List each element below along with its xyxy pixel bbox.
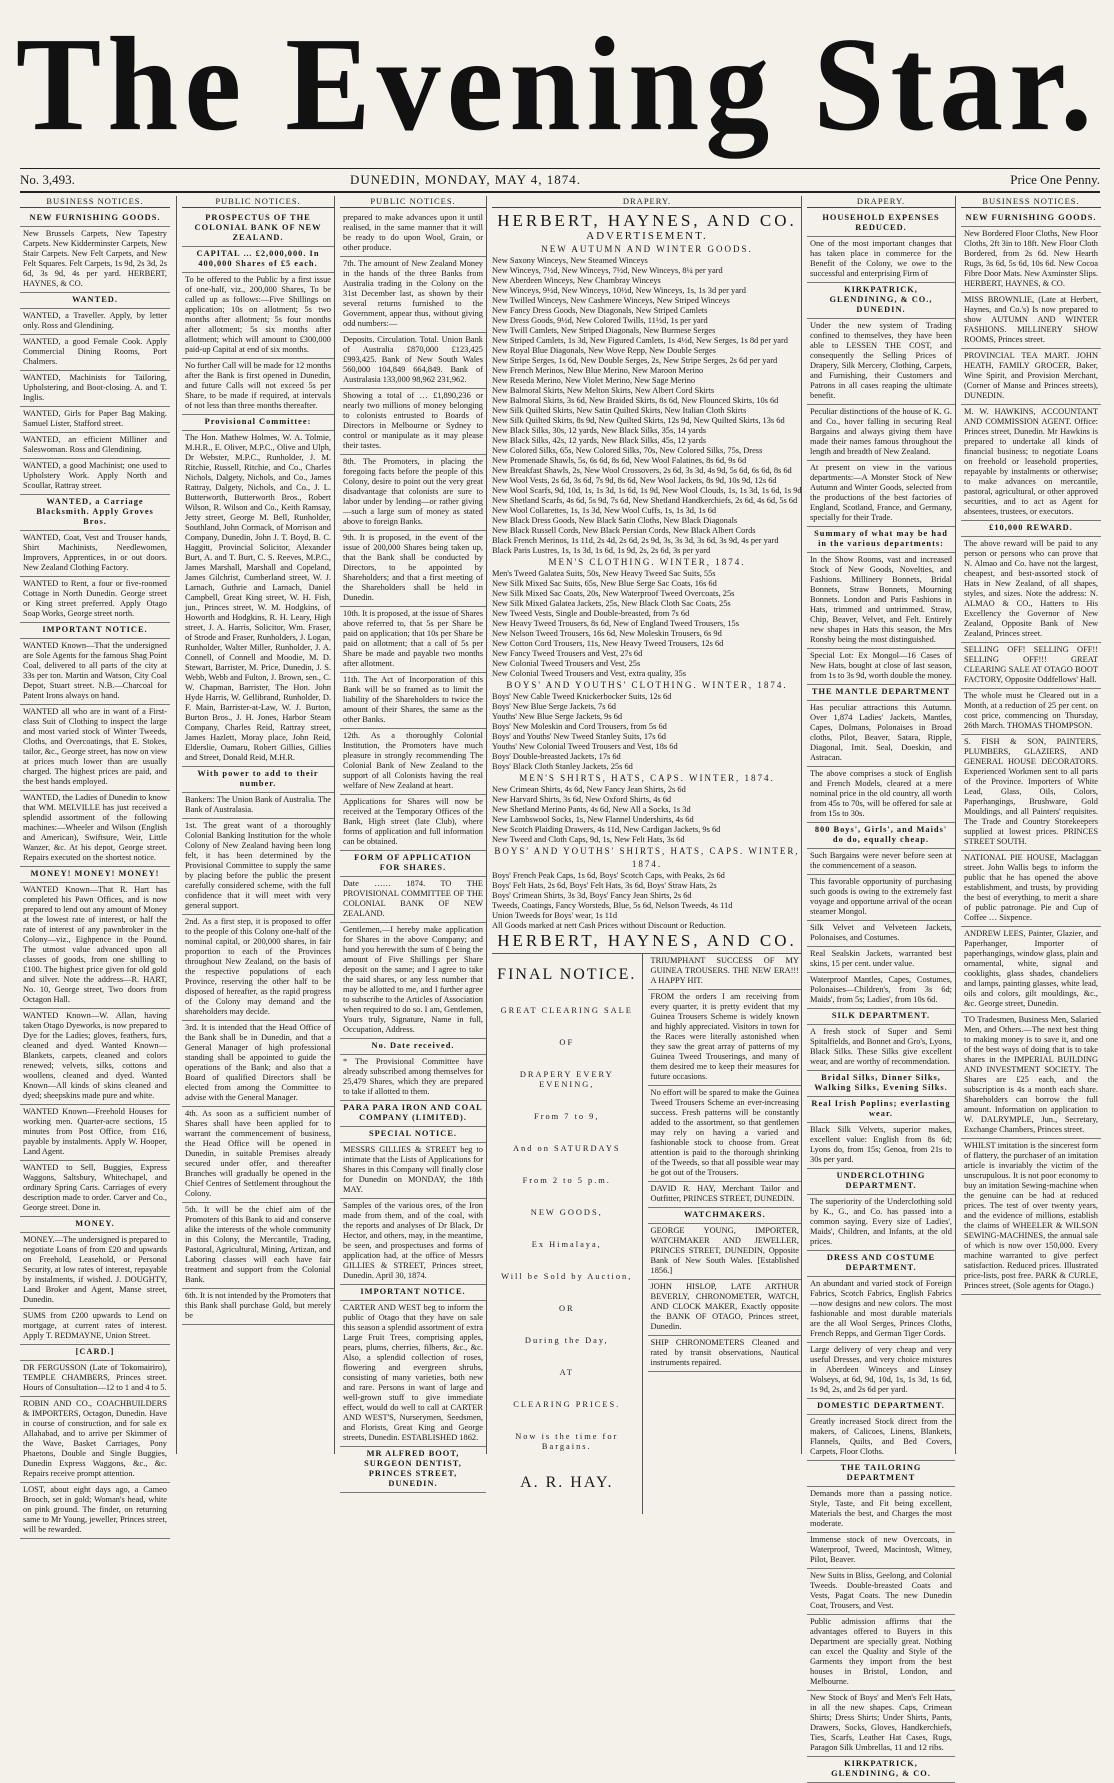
advertisement: New Brussels Carpets, New Tapestry Carpets. New Kidderminster Carpets, New Stair Carpets. New Felt Carpets, and New Felt Squares. Felt Carpets, 1s 9d, 2s 3d, 2s 6d, 3s 9d, 4s per yard. HERBERT, HAYNES, & CO. <box>20 227 170 293</box>
advertisement: TRIUMPHANT SUCCESS OF MY GUINEA TROUSERS. THE NEW ERA!!! A HAPPY HIT. <box>648 954 802 990</box>
price-line: New Heavy Tweed Trousers, 8s 6d, New of England Tweed Trousers, 15s <box>492 619 739 628</box>
advertisement: WANTED, Coat, Vest and Trouser hands, Shirt Machinists, Needlewomen, Improvers, Apprentices, in or out doors. New Zealand Clothing Factory. <box>20 531 170 577</box>
advertisement: GEORGE YOUNG, IMPORTER, WATCHMAKER AND JEWELLER, PRINCES STREET, DUNEDIN, Opposite Bank of New South Wales. [Established 1856.] <box>648 1224 802 1280</box>
price-line: Boys' New Blue Serge Jackets, 7s 6d <box>492 702 616 711</box>
column-header: BUSINESS NOTICES. <box>961 196 1101 208</box>
price-line: Black Paris Lustres, 1s, 1s 3d, 1s 6d, 1s 9d, 2s, 2s 6d, 3s per yard <box>492 546 711 555</box>
advertisement: Real Irish Poplins; everlasting wear. <box>807 1097 955 1123</box>
advertisement: The Hon. Mathew Holmes, W. A. Tolmie, M.H.R., E. Oliver, M.P.C., Olive and Ulph, Dr Webster, M.P.C., Runholder, J. M. Ritchie, Russell, Ritchie, and Co., Charles Nichols, Dalgety, Nichols, and Co., James Rattray, Dalgety, Nichols, and Co., J. L. Butterworth, Butterworth Bros., Robert Wilson, R. Wilson and Co., Keith Ramsay, Jetty street, George M. Bell, Runholder, Southland, John Cormack, of Morrison and Company, Dunedin, John J. T. Boyd, B. C. Haggitt, Provincial Solicitor, Alexander Burt, A. and T. Burt, C. S. Reeves, M.P.C., James Marshall, Marshall and Copeland, James Gilchrist, Cumberland street, W. J. Larnach, Guthrie and Larnach, Daniel Campbell, Great King street, W. H. Fish, jun., Princes street, W. M. Hodgkins, of Howorth and Hodgkins, R. H. Leary, High street, J. A. Harris, Solicitor, Wm. Fraser, of Strode and Fraser, Runholders, J. Logan, Runholder, Walter Miller, Runholder, J. A. Connell, of Connell and Moodie, M. D. Stewart, Barrister, M. Price, Dunedin, J. S. Webb, Webb and Fulton, J. Brown, sen., C. W. Chapman, Barrister, The Hon. John Hyde Harris, W. Gellibrand, Runholder, D. F. Main, Barrister-at-Law, W. J. Burton, Burton Bros., J. H. Jones, Harbor Steam Company, Charles Reid, Rattray street, James Hazlett, Moray place, John Reid, Elderslie, Oamaru, Robert Gillies, Gillies and Street, Donald Reid, M.H.R. <box>182 431 334 767</box>
drapery-subtitle-2: NEW AUTUMN AND WINTER GOODS. <box>541 244 753 254</box>
final-notice-line: Will be Sold by Auction, <box>501 1272 633 1281</box>
price-line: New Tweed and Cloth Caps, 9d, 1s, New Felt Hats, 3s 6d <box>492 835 685 844</box>
price-line: Boys' Black Cloth Stanley Jackets, 25s 6d <box>492 762 633 771</box>
column-4 <box>486 196 802 1491</box>
price-line: New Black Dress Goods, New Black Satin Cloths, New Black Diagonals <box>492 516 738 525</box>
advertisement: MISS BROWNLIE, (Late at Herbert, Haynes, and Co.'s) Is now prepared to show AUTUMN AND WINTER FASHIONS. MILLINERY SHOW ROOMS, Princes street. <box>961 293 1101 349</box>
advertisement: 9th. It is proposed, in the event of the issue of 200,000 Shares being taken up, that the Bank shall be conducted by Directors, to be appointed by Shareholders; and that a first meeting of the Shareholders shall be held in Dunedin. <box>340 531 486 607</box>
advertisement: NEW FURNISHING GOODS. <box>20 211 170 227</box>
advertisement: MONEY.—The undersigned is prepared to negotiate Loans of from £20 and upwards on Freehold, Leasehold, or Personal Security, at low rates of interest, repayable by instalments, if wished. J. DOUGHTY, Land Broker and Agent, Manse street, Dunedin. <box>20 1233 170 1309</box>
advertisement: SELLING OFF! SELLING OFF!! SELLING OFF!!! GREAT CLEARING SALE AT OTAGO BOOT FACTORY, Opposite Oddfellows' Hall. <box>961 643 1101 689</box>
price-line: New French Merinos, New Blue Merino, New Maroon Merino <box>492 366 704 375</box>
advertisement: Black Silk Velvets, superior makes, excellent value: English from 8s 6d; Lyons do, from 15s; Genoa, from 21s to 30s per yard. <box>807 1123 955 1169</box>
price-line: New Colored Silks, 65s, New Colored Silks, 70s, New Colored Silks, 75s, Dress <box>492 446 763 455</box>
price-line: Union Tweeds for Boys' wear, 1s 11d <box>492 911 618 920</box>
final-notice-line: And on SATURDAYS <box>512 1144 621 1153</box>
issue-number: No. 3,493. <box>20 172 75 187</box>
advertisement: The whole must be Cleared out in a Month, at a reduction of 25 per cent. on cost price, commencing on Thursday, 26th March. THOMAS THOMPSON. <box>961 689 1101 735</box>
advertisement: THE MANTLE DEPARTMENT <box>807 685 955 701</box>
drapery-signature: HERBERT, HAYNES, AND CO. <box>492 931 802 954</box>
price-line: New Black Russell Cords, New Black Persian Cords, New Black Albert Cords <box>492 526 756 535</box>
advertisement: Provisional Committee: <box>182 415 334 431</box>
advertisement: UNDERCLOTHING DEPARTMENT. <box>807 1169 955 1195</box>
advertisement: MONEY! MONEY! MONEY! <box>20 867 170 883</box>
advertisement: 5th. It will be the chief aim of the Promoters of this Bank to aid and conserve alike the interests of the whole community in this Colony, the Mercantile, Trading, Pastoral, Agricultural, Mining, Artizan, and Laboring classes will each have fair treatment and support from the Colonial Bank. <box>182 1203 334 1289</box>
advertisement: WANTED to Rent, a four or five-roomed Cottage in North Dunedin. George street or King street preferred. Apply Otago Soap Works, George street north. <box>20 577 170 623</box>
price-line: New Scotch Plaiding Drawers, 4s 11d, New Cardigan Jackets, 9s 6d <box>492 825 721 834</box>
advertisement: THE TAILORING DEPARTMENT <box>807 1461 955 1487</box>
advertisement: JOHN HISLOP, LATE ARTHUR BEVERLY, CHRONOMETER, WATCH, AND CLOCK MAKER, Exactly opposite the BANK OF OTAGO, Princes street, Dunedin. <box>648 1280 802 1336</box>
advertisement: 10th. It is proposed, at the issue of Shares above referred to, that 5s per Share be paid on application; that 10s per Share be paid on allotment; that a call of 5s per Share be made and payable two months after allotment. <box>340 607 486 673</box>
advertisement: SUMS from £200 upwards to Lend on mortgage, at current rates of interest. Apply T. REDMAYNE, Union Street. <box>20 1309 170 1345</box>
advertisement: M. W. HAWKINS, ACCOUNTANT AND COMMISSION AGENT. Office: Princes street, Dunedin. Mr Hawkins is prepared to undertake all kinds of financial business; to negotiate Loans on freehold or leasehold properties, repayable by instalments or otherwise; to make advances on mercantile, pastoral, agricultural, or other approved securities, and to act as Agent for absentees, trustees, or executors. <box>961 405 1101 521</box>
advertisement: WANTED, a good Machinist; one used to Upholstery Work. Apply North and Scoullar, Rattray street. <box>20 459 170 495</box>
price-line: New Wool Scarfs, 9d, 10d, 1s, 1s 3d, 1s 6d, 1s 9d, New Wool Clouds, 1s, 1s 3d, 1s 6d, 1s 9d <box>492 486 802 495</box>
price-line: New Black Silks, 42s, 12 yards, New Black Silks, 45s, 12 yards <box>492 436 707 445</box>
masthead <box>0 0 1114 168</box>
final-notice-line: OR <box>558 1304 575 1313</box>
advertisement: FROM the orders I am receiving from every quarter, it is pretty evident that my Guinea Trousers Scheme is widely known and highly appreciated. Visitors in town for the Races were literally astonished when they saw the great array of patterns of my Guinea Tweed Trouserings, and many of them desired me to keep their measures for future occasions. <box>648 990 802 1086</box>
advertisement: PROSPECTUS OF THE COLONIAL BANK OF NEW ZEALAND. <box>182 211 334 247</box>
advertisement: 6th. It is not intended by the Promoters that this Bank shall purchase Gold, but merely be <box>182 1289 334 1325</box>
advertisement: 12th. As a thoroughly Colonial Institution, the Promoters have much pleasure in strongly recommending The Colonial Bank of New Zealand to the support of all Colonists having the real welfare of New Zealand at heart. <box>340 729 486 795</box>
price-line: Boys' and Youths' New Tweed Stanley Suits, 17s 6d <box>492 732 666 741</box>
advertisement: IMPORTANT NOTICE. <box>340 1285 486 1301</box>
advert-list <box>182 211 334 1325</box>
price-line: New Fancy Dress Goods, New Diagonals, New Striped Camlets <box>492 306 708 315</box>
column-3 <box>334 196 486 1488</box>
advertisement: WANTED all who are in want of a First-class Suit of Clothing to inspect the large and most varied stock of Winter Tweeds, Cloths, and Overcoatings, that E. Stokes, tailor, &c., George street, has now on view at prices much lower than are usually charged. The highest prices are paid, and the best hands employed. <box>20 705 170 791</box>
advertisement: Deposits. Circulation. Total. Union Bank of Australia £870,000 £123,425 £993,425. Bank of New South Wales 560,000 104,849 664,849. Bank of Australasia 133,000 98,962 231,962. <box>340 333 486 389</box>
advertisement: WANTED, a Traveller. Apply, by letter only. Ross and Glendining. <box>20 309 170 335</box>
drapery-title: HERBERT, HAYNES, AND CO. <box>497 211 797 230</box>
advertisement: KIRKPATRICK, GLENDINING, & CO. <box>807 1757 955 1783</box>
price-line: Boys' Crimean Shirts, 3s 3d, Boys' Fancy Jean Shirts, 2s 6d <box>492 891 692 900</box>
advertisement: Real Sealskin Jackets, warranted best skins, 15 per cent. under value. <box>807 947 955 973</box>
advertisement: Waterproof Mantles, Capes, Costumes, Polonaises—Children's, from 3s 6d; Maids', from 5s; Ladies', from 10s 6d. <box>807 973 955 1009</box>
dateline <box>20 168 1100 193</box>
advertisement: WATCHMAKERS. <box>648 1208 802 1224</box>
advert-list <box>20 211 170 1539</box>
mens-clothing-list <box>492 569 802 679</box>
advertisement: PARA PARA IRON AND COAL COMPANY (LIMITED). <box>340 1101 486 1127</box>
advertisement: Silk Velvet and Velveteen Jackets, Polonaises, and Costumes. <box>807 921 955 947</box>
column-header: DRAPERY. <box>492 196 802 208</box>
advertisement: Has peculiar attractions this Autumn. Over 1,874 Ladies' Jackets, Mantles, Capes, Dolmans, Polonaises in Broad cloths, Pilot, Beaver, Satara, Ripple, Diagonal, Imit. Seal, Doeskin, and Astracan. <box>807 701 955 767</box>
advertisement: ANDREW LEES, Painter, Glazier, and Paperhanger, Importer of paperhangings, window glass, plain and ornamental, white, signal and cooklights, glass shades, chandeliers and lamps, painting glasses, white lead, oils and colors, gilt mouldings, &c., &c. George street, Dunedin. <box>961 927 1101 1013</box>
price-line: Boys' New Cable Tweed Knickerbocker Suits, 12s 6d <box>492 692 672 701</box>
advertisement: A fresh stock of Super and Semi Spitalfields, and Bonnet and Gro's, Lyons, Black Silks. These Silks give excellent wear, and are worthy of recommendation. <box>807 1025 955 1071</box>
advertisement: £10,000 REWARD. <box>961 521 1101 537</box>
price-line: New Silk Mixed Sac Coats, 20s, New Waterproof Tweed Overcoats, 25s <box>492 589 735 598</box>
price-line: New Balmoral Skirts, New Melton Skirts, New Albert Cord Skirts <box>492 386 715 395</box>
advert-list <box>643 954 802 1514</box>
boys-hats-title: BOYS' AND YOUTHS' SHIRTS, HATS, CAPS. WINTER, 1874. <box>494 846 800 869</box>
boys-hats-list <box>492 871 802 931</box>
advertisement: WANTED Known—That R. Hart has completed his Pawn Offices, and is now prepared to lend out any amount of Money at the lowest rate of interest, or half the rate of interest of any pawnbroker in the Colony—viz., Eighpence in the Pound. The utmost value advanced upon all classes of goods, from one shilling to £100. The highest price given for old gold and silver. Note the address—R. HART, No. 10, George street, Two doors from Octagon Hall. <box>20 883 170 1009</box>
advertisement: SHIP CHRONOMETERS Cleaned and rated by transit observations, Nautical instruments repaired. <box>648 1336 802 1372</box>
price-line: New Winceys, 7½d, New Winceys, 7½d, New Winceys, 8¼ per yard <box>492 266 723 275</box>
advertisement: DRESS AND COSTUME DEPARTMENT. <box>807 1251 955 1277</box>
advertisement: 1st. The great want of a thoroughly Colonial Banking Institution for the whole Colony of New Zealand having been long felt, it has been determined by the Provisional Committee to supply the same by placing before the public the present carefully considered scheme, with the full confidence that it will meet with very general support. <box>182 819 334 915</box>
final-notice-line: DRAPERY EVERY EVENING, <box>519 1070 614 1089</box>
column-1 <box>20 196 170 1534</box>
advertisement: Demands more than a passing notice. Style, Taste, and Fit being excellent, Materials the best, and Charges the most moderate. <box>807 1487 955 1533</box>
price-line: New Harvard Shirts, 3s 6d, New Oxford Shirts, 4s 6d <box>492 795 672 804</box>
advertisement: The above reward will be paid to any person or persons who can prove that N. Almao and Co. have not the largest, cheapest, and best-assorted stock of Hats in New Zealand, of all shapes, styles, and sizes. Note the address: N. ALMAO & CO., Hatters to His Excellency the Governor of New Zealand, Opposite Bank of New Zealand, Princes street. <box>961 537 1101 643</box>
price-line: New Silk Mixed Sac Suits, 65s, New Blue Serge Sac Coats, 16s 6d <box>492 579 717 588</box>
price-line: New Reseda Merino, New Violet Merino, New Sage Merino <box>492 376 696 385</box>
price-line: Boys' Double-breasted Jackets, 17s 6d <box>492 752 621 761</box>
final-notice-line: NEW GOODS, <box>530 1208 603 1217</box>
price-line: Black French Merinos, 1s 11d, 2s 4d, 2s 6d, 2s 9d, 3s, 3s 3d, 3s 6d, 3s 9d, 4s per yard <box>492 536 779 545</box>
advertisement: Public admission affirms that the advantages offered to Buyers in this Department are specially great. Nothing can excel the Quality and Style of the Garments they import from the best houses in Bristol, London, and Melbourne. <box>807 1615 955 1691</box>
price-line: New Saxony Winceys, New Steamed Winceys <box>492 256 648 265</box>
price-line: New Twill Camlets, New Striped Diagonals, New Burmese Serges <box>492 326 716 335</box>
price-line: New Lambswool Socks, 1s, New Flannel Undershirts, 4s 6d <box>492 815 694 824</box>
price-line: New Breakfast Shawls, 2s, New Wool Crossovers, 2s 6d, 3s 3d, 4s 9d, 5s 6d, 6s 6d, 8s 6d <box>492 466 792 475</box>
price-line: New Stripe Serges, 1s 6d, New Double Serges, 2s, New Stripe Serges, 2s 6d per yard <box>492 356 778 365</box>
price-line: New Promenade Shawls, 5s, 6s 6d, 8s 6d, New Wool Falatines, 8s 6d, 9s 6d <box>492 456 747 465</box>
advertisement: Applications for Shares will now be received at the Temporary Offices of the Bank, High street (late Club), where forms of application and full information can be obtained. <box>340 795 486 851</box>
advertisement: New Stock of Boys' and Men's Felt Hats, in all the new shapes. Caps, Crimean Shirts; Dress Shirts; Under Shirts, Pants, Drawers, Socks, Gloves, Handkerchiefs, Ties, Scarfs, Leather Hat Cases, Rugs, Paragon Silk Umbrellas, 11 and 12 ribs. <box>807 1691 955 1757</box>
advertisement: 800 Boys', Girls', and Maids' do do, equally cheap. <box>807 823 955 849</box>
drapery-subtitle: ADVERTISEMENT. <box>586 230 708 242</box>
price-line: New Striped Camlets, 1s 3d, New Figured Camlets, 1s 4½d, New Serges, 1s 8d per yard <box>492 336 788 345</box>
advertisement: CAPITAL … £2,000,000. In 400,000 Shares of £5 each. <box>182 247 334 273</box>
advertisement: Bridal Silks, Dinner Silks, Walking Silks, Evening Silks. <box>807 1071 955 1097</box>
advertisement: 3rd. It is intended that the Head Office of the Bank shall be in Dunedin, and that a General Manager of high professional standing shall be appointed to guide the operations of the Bank; and also that a Board of qualified Directors shall be elected from among the Committee to advise with the General Manager. <box>182 1021 334 1107</box>
advert-list <box>961 211 1101 1295</box>
price-line: All Goods marked at nett Cash Prices without Discount or Reduction. <box>492 921 726 930</box>
final-notice-line: GREAT CLEARING SALE <box>500 1006 633 1015</box>
price-line: New Twilled Winceys, New Cashmere Winceys, New Striped Winceys <box>492 296 730 305</box>
advertisement: Bankers: The Union Bank of Australia. The Bank of Australasia. <box>182 793 334 819</box>
price-line: Men's Tweed Galatea Suits, 50s, New Heavy Tweed Sac Suits, 55s <box>492 569 716 578</box>
hats-list <box>492 785 802 845</box>
advertisement: To be offered to the Public by a first issue of one-half, viz., 200,000 Shares, To be called up as follows:—Five Shillings on application; 10s on allotment; 5s two months after allotment; 5s four months after allotment; 5s six months after allotment; which will amount to £300,000 paid-up Capital at end of six months. <box>182 273 334 359</box>
price-line: Boys' New Moleskin and Cord Trousers, from 5s 6d <box>492 722 667 731</box>
price-line: New Wool Collarettes, 1s, 1s 3d, New Wool Cuffs, 1s, 1s 3d, 1s 6d <box>492 506 717 515</box>
advertisement: WANTED, the Ladies of Dunedin to know that WM. MELVILLE has just received a splendid assortment of the following machines:—Wheeler and Wilson (English and American), Swiftsure, Weir, Little Wanzer, &c. At his depot, George street. Repairs executed on the shortest notice. <box>20 791 170 867</box>
advertisement: Special Lot: Ex Mongol—16 Cases of New Hats, bought at close of last season, from 1s to 3s 9d, worth double the money. <box>807 649 955 685</box>
price-line: New Colonial Tweed Trousers and Vest, extra quality, 35s <box>492 669 686 678</box>
price-line: Boys' Felt Hats, 2s 6d, Boys' Felt Hats, 3s 6d, Boys' Straw Hats, 2s <box>492 881 717 890</box>
advertisement: Large delivery of very cheap and very useful Dresses, and very choice mixtures in Aberdeen Winceys and Linsey Wolseys, at 6d, 9d, 10d, 1s, 1s 3d, 1s 6d, 1s 9d, 2s, and 2s 6d per yard. <box>807 1343 955 1399</box>
advertisement: 7th. The amount of New Zealand Money in the hands of the three Banks from Australia trading in the Colony on the 31st December last, as shown by their several returns furnished to the Government, appear thus, without giving odd numbers:— <box>340 257 486 333</box>
advertisement: Summary of what may be had in the various departments: <box>807 527 955 553</box>
newspaper-title: The Evening Star. <box>15 9 1099 159</box>
boys-clothing-title: BOYS' AND YOUTHS' CLOTHING. WINTER, 1874. <box>506 680 788 690</box>
final-notice-line: A. R. HAY. <box>520 1474 614 1491</box>
final-notice-line: Now is the time for Bargains. <box>515 1432 619 1451</box>
advertisement: Immense stock of new Overcoats, in Waterproof, Tweed, Macintosh, Witney, Pilot, Beaver. <box>807 1533 955 1569</box>
price-line: New Royal Blue Diagonals, New Wove Repp, New Double Serges <box>492 346 716 355</box>
price-line: Youths' New Colonial Tweed Trousers and Vest, 18s 6d <box>492 742 678 751</box>
price-line: Youths' New Blue Serge Jackets, 9s 6d <box>492 712 623 721</box>
advertisement: DR FERGUSSON (Late of Tokomairiro), TEMPLE CHAMBERS, Princes street. Hours of Consultation—12 to 1 and 4 to 5. <box>20 1361 170 1397</box>
advertisement: MESSRS GILLIES & STREET beg to intimate that the Lists of Applications for Shares in this Company will finally close for Dunedin on MONDAY, the 18th MAY. <box>340 1143 486 1199</box>
advertisement: New Bordered Floor Cloths, New Floor Cloths, 2ft 3in to 18ft. New Floor Cloth Bordered, from 2s 6d. New Hearth Rugs, 3s 6d, 5s 6d, 10s 6d. New Cocoa Fibre Door Mats. New Axminster Slips. HERBERT, HAYNES, & CO. <box>961 227 1101 293</box>
final-notice-line: AT <box>559 1368 574 1377</box>
final-notice-line: From 2 to 5 p.m. <box>522 1176 611 1185</box>
column-2 <box>176 196 334 1454</box>
advertisement: Showing a total of … £1,890,236 or nearly two millions of money belonging to colonists entrusted to Boards of Directors in Melbourne or Sydney to control or manipulate as it may please their tastes. <box>340 389 486 455</box>
advertisement: At present on view in the various departments:—A Monster Stock of New Autumn and Winter Goods, selected from the productions of the best factories of England, Scotland, France, and Germany, specially for their Trade. <box>807 461 955 527</box>
price-line: Boys' French Peak Caps, 1s 6d, Boys' Scotch Caps, with Peaks, 2s 6d <box>492 871 725 880</box>
advertisement: Samples of the various ores, of the Iron made from them, and of the coal, with the reports and analyses of Dr Black, Dr Hector, and others, may, in the meantime, be seen, and prospectuses and forms of application had, at the office of Messrs GILLIES & STREET, Princes street, Dunedin. April 30, 1874. <box>340 1199 486 1285</box>
advertisement: In the Show Rooms, vast and increased Stock of New Goods, Novelties, and Fashions. Millinery Bonnets, Bridal Bonnets, Straw Bonnets, Mourning Bonnets. London and Paris Fashions in Hats, trimmed and untrimmed. Straw, Chip, Beaver, Velvet, and Felt. Entirely new shapes in Hats this season, the Mrs Ronsby being the most distinguished. <box>807 553 955 649</box>
advertisement: DOMESTIC DEPARTMENT. <box>807 1399 955 1415</box>
advertisement: PROVINCIAL TEA MART. JOHN HEATH, FAMILY GROCER, Baker, Wine Spirit, and Provision Merchant, (Corner of Manse and Princes streets), DUNEDIN. <box>961 349 1101 405</box>
advertisement: 8th. The Promoters, in placing the foregoing facts before the people of this Colony, desire to point out the very great disadvantage that colonists are sure to labor under by lending—or rather giving—such a large sum of money as stated above to foreign Banks. <box>340 455 486 531</box>
advertisement: No. Date received. <box>340 1039 486 1055</box>
advertisement: TO Tradesmen, Business Men, Salaried Men, and Others.—The next best thing to making money is to save it, and one of the best ways of doing that is to take shares in the IMPERIAL BUILDING AND INVESTMENT SOCIETY. The Shares are £25 each, and the subscription is 4s a month each share. Shareholders can borrow the full amount. Information on application to W. DALRYMPLE, Jun., Secretary, Exchange Chambers, Princes street. <box>961 1013 1101 1139</box>
column-header: BUSINESS NOTICES. <box>20 196 170 208</box>
price-line: New Crimean Shirts, 4s 6d, New Fancy Jean Shirts, 2s 6d <box>492 785 686 794</box>
advertisement: No effort will be spared to make the Guinea Tweed Trousers Scheme an ever-increasing success. Fresh patterns will be constantly added to the assortment, so that gentlemen may rely on having a varied and fashionable stock to choose from. Great attention is paid to the thorough shrinking of the Tweeds, so that all possible wear may be got out of the Trousers. <box>648 1086 802 1182</box>
final-notice-line: FINAL NOTICE. <box>497 966 637 983</box>
advertisement: Greatly increased Stock direct from the makers, of Calicoes, Linens, Blankets, Flannels, Quilts, and Bed Covers, Carpets, Floor Cloths. <box>807 1415 955 1461</box>
advertisement: HOUSEHOLD EXPENSES REDUCED. <box>807 211 955 237</box>
advertisement: SPECIAL NOTICE. <box>340 1127 486 1143</box>
advertisement: Such Bargains were never before seen at the commencement of a season. <box>807 849 955 875</box>
column-header: PUBLIC NOTICES. <box>340 196 486 208</box>
advertisement: Under the new system of Trading confined to themselves, they have been able to LESSEN THE COST, and consequently the Selling Prices of Drapery, Silk Mercery, Clothing, Carpets, and Furnishing, their Customers and Patrons in all cases reaping the ultimate benefit. <box>807 319 955 405</box>
price-line: New Nelson Tweed Trousers, 16s 6d, New Moleskin Trousers, 6s 9d <box>492 629 722 638</box>
price-line: New Dress Goods, 9½d, New Colored Twills, 11½d, 1s per yard <box>492 316 708 325</box>
advertisement: WANTED to Sell, Buggies, Express Waggons, Saltsbury, Whitechapel, and ordinary Spring Carts. Carriages of every description made to order. Carver and Co., George street. Done in. <box>20 1161 170 1217</box>
price-line: New Aberdeen Winceys, New Chambray Winceys <box>492 276 661 285</box>
advertisement: SILK DEPARTMENT. <box>807 1009 955 1025</box>
advertisement: WANTED. <box>20 293 170 309</box>
final-notice-line: OF <box>559 1038 575 1047</box>
advertisement: New Suits in Bliss, Geelong, and Colonial Tweeds. Double-breasted Coats and Vests, Pagat Coats. The new Dunedin Coat, Trousers, and Vest. <box>807 1569 955 1615</box>
price-line: New Shetland Scarfs, 4s 6d, 5s 9d, 7s 6d, New Shetland Handkerchiefs, 2s 6d, 4s 6d, 5s 6d <box>492 496 798 505</box>
advertisement: WANTED Known—Freehold Houses for working men. Quarter-acre sections, 15 minutes from Post Office, from £16, payable by instalments. Apply W. Hooper, Land Agent. <box>20 1105 170 1161</box>
price-line: New Wool Vests, 2s 6d, 3s 6d, 7s 9d, 8s 6d, New Wool Jackets, 8s 9d, 10s 9d, 12s 6d <box>492 476 777 485</box>
price-line: New Tweed Vests, Single and Double-breasted, from 7s 6d <box>492 609 690 618</box>
final-notice <box>492 954 643 1514</box>
advertisement: NEW FURNISHING GOODS. <box>961 211 1101 227</box>
advertisement: CARTER AND WEST beg to inform the public of Otago that they have on sale this season a splendid assortment of extra Large Fruit Trees, comprising apples, pears, plums, cherries, filberts, &c., &c. Also, a splendid collection of roses, flowering and evergreen shrubs, consisting of many varieties, both new and rare. Persons in want of large and well-grown stuff to give immediate effect, would do well to call at CARTER AND WEST'S, Nurserymen, Seedsmen, and Florists, Great King and George streets, Dunedin. ESTABLISHED 1862. <box>340 1301 486 1447</box>
price-line: New Black Silks, 30s, 12 yards, New Black Silks, 35s, 14 yards <box>492 426 707 435</box>
boys-clothing-list <box>492 692 802 772</box>
advertisement: S. FISH & SON, PAINTERS, PLUMBERS, GLAZIERS, AND GENERAL HOUSE DECORATORS. Experienced Workmen sent to all parts of the Province. Importers of White Lead, Glass, Oils, Colors, Paperhangings, Brushware, Gold Mouldings, and all Painters' requisites. The Trade and Country Storekeepers supplied at lowest prices. PRINCES STREET SOUTH. <box>961 735 1101 851</box>
price-line: New Winceys, 9½d, New Winceys, 10½d, New Winceys, 1s, 1s 3d per yard <box>492 286 746 295</box>
advertisement: Peculiar distinctions of the house of K. G. and Co., hover falling in securing Real Bargains and always giving them have made their names famous throughout the length and breadth of New Zealand. <box>807 405 955 461</box>
advertisement: FORM OF APPLICATION FOR SHARES. <box>340 851 486 877</box>
drapery-price-list <box>492 256 802 556</box>
advertisement: prepared to make advances upon it until realised, in the same manner that it will be ready to do upon Wool, Grain, or other produce. <box>340 211 486 257</box>
advertisement: This favorable opportunity of purchasing such goods is owing to the extremely fast voyage and opportune arrival of the ocean steamer Mongol. <box>807 875 955 921</box>
advertisement: LOST, about eight days ago, a Cameo Brooch, set in gold; Woman's head, white on pink ground. The finder, on returning same to Mr Young, jeweller, Princes street, will be rewarded. <box>20 1483 170 1539</box>
advertisement: WANTED Known—W. Allan, having taken Otago Dyeworks, is now prepared to Dye for the Ladies; gloves, feathers, furs, cleaned and dyed. Wanted Known—Blankets, carpets, cleaned and colors renewed; velvets, silks, cottons and woollens, cleaned and dyed. Wanted Known—All kinds of skins cleaned and dyed; sheepskins made pure and white. <box>20 1009 170 1105</box>
advertisement: * The Provisional Committee have already subscribed among themselves for 25,479 Shares, which they are prepared to take if allotted to them. <box>340 1055 486 1101</box>
column-7 <box>955 196 1101 1454</box>
price-line: New Silk Quilted Skirts, New Satin Quilted Skirts, New Italian Cloth Skirts <box>492 406 747 415</box>
advertisement: IMPORTANT NOTICE. <box>20 623 170 639</box>
price-line: Tweeds, Coatings, Fancy Worsteds, Blue, 5s 6d, Nelson Tweeds, 4s 11d <box>492 901 733 910</box>
column-header: DRAPERY. <box>807 196 955 208</box>
advertisement: No further Call will be made for 12 months after the Bank is first opened in Dunedin, and future Calls will not exceed 5s per Share, to be made if required, at intervals of not less than three months thereafter. <box>182 359 334 415</box>
column-6 <box>801 196 955 1778</box>
price-line: New Silk Mixed Galatea Jackets, 25s, New Black Cloth Sac Coats, 25s <box>492 599 731 608</box>
final-notice-line: Ex Himalaya, <box>531 1240 602 1249</box>
final-notice-line: From 7 to 9, <box>534 1112 600 1121</box>
advertisement: DAVID R. HAY, Merchant Tailor and Outfitter, PRINCES STREET, DUNEDIN. <box>648 1182 802 1208</box>
advertisement: WANTED, a good Female Cook. Apply Commercial Dining Rooms, Port Chalmers. <box>20 335 170 371</box>
price-line: New Cotton Cord Trousers, 11s, New Heavy Tweed Trousers, 12s 6d <box>492 639 724 648</box>
hats-title: MEN'S SHIRTS, HATS, CAPS. WINTER, 1874. <box>519 773 775 783</box>
advertisement: Gentlemen,—I hereby make application for Shares in the above Company; and hand you herewith the sum of £ being the amount of Five Shillings per Share deposit on the same; and I agree to take the said shares, or any less number that may be allotted to me, and I further agree to subscribe to the Articles of Association when required to do so. I am, Gentlemen, Yours truly, Signature, Name in full, Occupation, Address. <box>340 923 486 1039</box>
advertisement: WHILST imitation is the sincerest form of flattery, the purchaser of an imitation article is invariably the victim of the unscrupulous. It is not poor economy to buy an imitation Sewing-machine when the genuine can be had at reduced prices. The test of over twenty years, and the evidence of millions, establish the claims of WHEELER & WILSON SEWING-MACHINES, the annual sale of which is now over 150,000. Every machine warranted to give perfect satisfaction. Reduced prices. Illustrated price-lists, post free. PARK & CURLE, Princes street, (Sole agents for Otago.) <box>961 1139 1101 1295</box>
advertisement: KIRKPATRICK, GLENDINING, & CO., DUNEDIN. <box>807 283 955 319</box>
advertisement: NATIONAL PIE HOUSE, Maclaggan street. John Wallis begs to inform the public that he has opened the above establishment, and trusts, by providing the best of everything, to merit a share of public patronage. Pie and Cup of Coffee … Sixpence. <box>961 851 1101 927</box>
final-notice-line: CLEARING PRICES. <box>513 1400 621 1409</box>
advertisement: WANTED, Machinists for Tailoring, Upholstering, and Boot-closing. A. and T. Inglis. <box>20 371 170 407</box>
price: Price One Penny. <box>1010 172 1100 187</box>
place-date: DUNEDIN, MONDAY, MAY 4, 1874. <box>350 172 582 187</box>
advertisement: WANTED Known—That the undersigned are Sole Agents for the famous Shag Point Coal, delivered to all parts of the city at 33s per ton. Martin and Watson, City Coal Depot, Stuart street. N.B.—Charcoal for Patent Irons always on hand. <box>20 639 170 705</box>
price-line: New Colonial Tweed Trousers and Vest, 25s <box>492 659 641 668</box>
advertisement: 4th. As soon as a sufficient number of Shares shall have been applied for to warrant the commencement of business, the Head Office will be opened in Dunedin, in suitable Premises already secured under offer, and thereafter Branches will gradually be opened in the Chief Centres of Settlement throughout the Colony. <box>182 1107 334 1203</box>
advert-list <box>807 211 955 1783</box>
advertisement: Date …… 1874. TO THE PROVISIONAL COMMITTEE OF THE COLONIAL BANK OF NEW ZEALAND. <box>340 877 486 923</box>
advertisement: ROBIN AND CO., COACHBUILDERS & IMPORTERS, Octagon, Dunedin. Have in course of construction, and for sale ex Allahabad, and to arrive per Skimmer of the Wave, Basket Carriages, Pony Phaetons, Double and Single Buggies, Dunedin Express Waggons, &c., &c. Repairs receive prompt attention. <box>20 1397 170 1483</box>
final-notice-line: During the Day, <box>524 1336 609 1345</box>
advertisement: 2nd. As a first step, it is proposed to offer to the people of this Colony one-half of the nominal capital, or 200,000 shares, in fair proportion to each of the Provinces throughout New Zealand, on the basis of the respective populations of each Province, reserving the other half to be disposed of hereafter, as the rapid progress of the Colony may demand and the shareholders may decide. <box>182 915 334 1021</box>
advertisement: WANTED, an efficient Milliner and Saleswoman. Ross and Glendining. <box>20 433 170 459</box>
advert-list <box>340 211 486 1493</box>
price-line: New Fancy Tweed Trousers and Vest, 27s 6d <box>492 649 643 658</box>
advertisement: 11th. The Act of Incorporation of this Bank will be so framed as to limit the liability of the Shareholders to twice the amount of their Shares, the same as the other Banks. <box>340 673 486 729</box>
price-line: New Balmoral Skirts, 3s 6d, New Braided Skirts, 8s 6d, New Flounced Skirts, 10s 6d <box>492 396 779 405</box>
advertisement: An abundant and varied stock of Foreign Fabrics, Scotch Fabrics, English Fabrics—now designs and new colors. The most fashionable and most durable materials are the all Wool Serges, Princes Cloths, French Repps, and German Tiger Cords. <box>807 1277 955 1343</box>
column-header: PUBLIC NOTICES. <box>182 196 334 208</box>
advertisement: MONEY. <box>20 1217 170 1233</box>
advertisement: The superiority of the Underclothing sold by K., G., and Co. has passed into a common saying. Every size of Ladies', Maids', Children, and Infants, at the old prices. <box>807 1195 955 1251</box>
advertisement: [CARD.] <box>20 1345 170 1361</box>
mens-clothing-title: MEN'S CLOTHING. WINTER, 1874. <box>548 557 746 567</box>
advertisement: WANTED, Girls for Paper Bag Making. Samuel Lister, Stafford street. <box>20 407 170 433</box>
advertisement: MR ALFRED BOOT, SURGEON DENTIST, PRINCES STREET, DUNEDIN. <box>340 1447 486 1493</box>
advertisement: The above comprises a stock of English and French Models, cleared at a mere nominal price in the old country, all worth from 45s to 70s, will be offered for sale at from 15s to 30s. <box>807 767 955 823</box>
price-line: New Silk Quilted Skirts, 8s 9d, New Quilted Skirts, 12s 9d, New Quilted Skirts, 13s 6d <box>492 416 785 425</box>
price-line: New Shetland Merino Pants, 4s 6d, New All a Socks, 1s 3d <box>492 805 691 814</box>
advertisement: One of the most important changes that has taken place in commerce for the Benefit of the Colony, we owe to the successful and enterprising Firm of <box>807 237 955 283</box>
advertisement: With power to add to their number. <box>182 767 334 793</box>
advertisement: WANTED, a Carriage Blacksmith. Apply Groves Bros. <box>20 495 170 531</box>
